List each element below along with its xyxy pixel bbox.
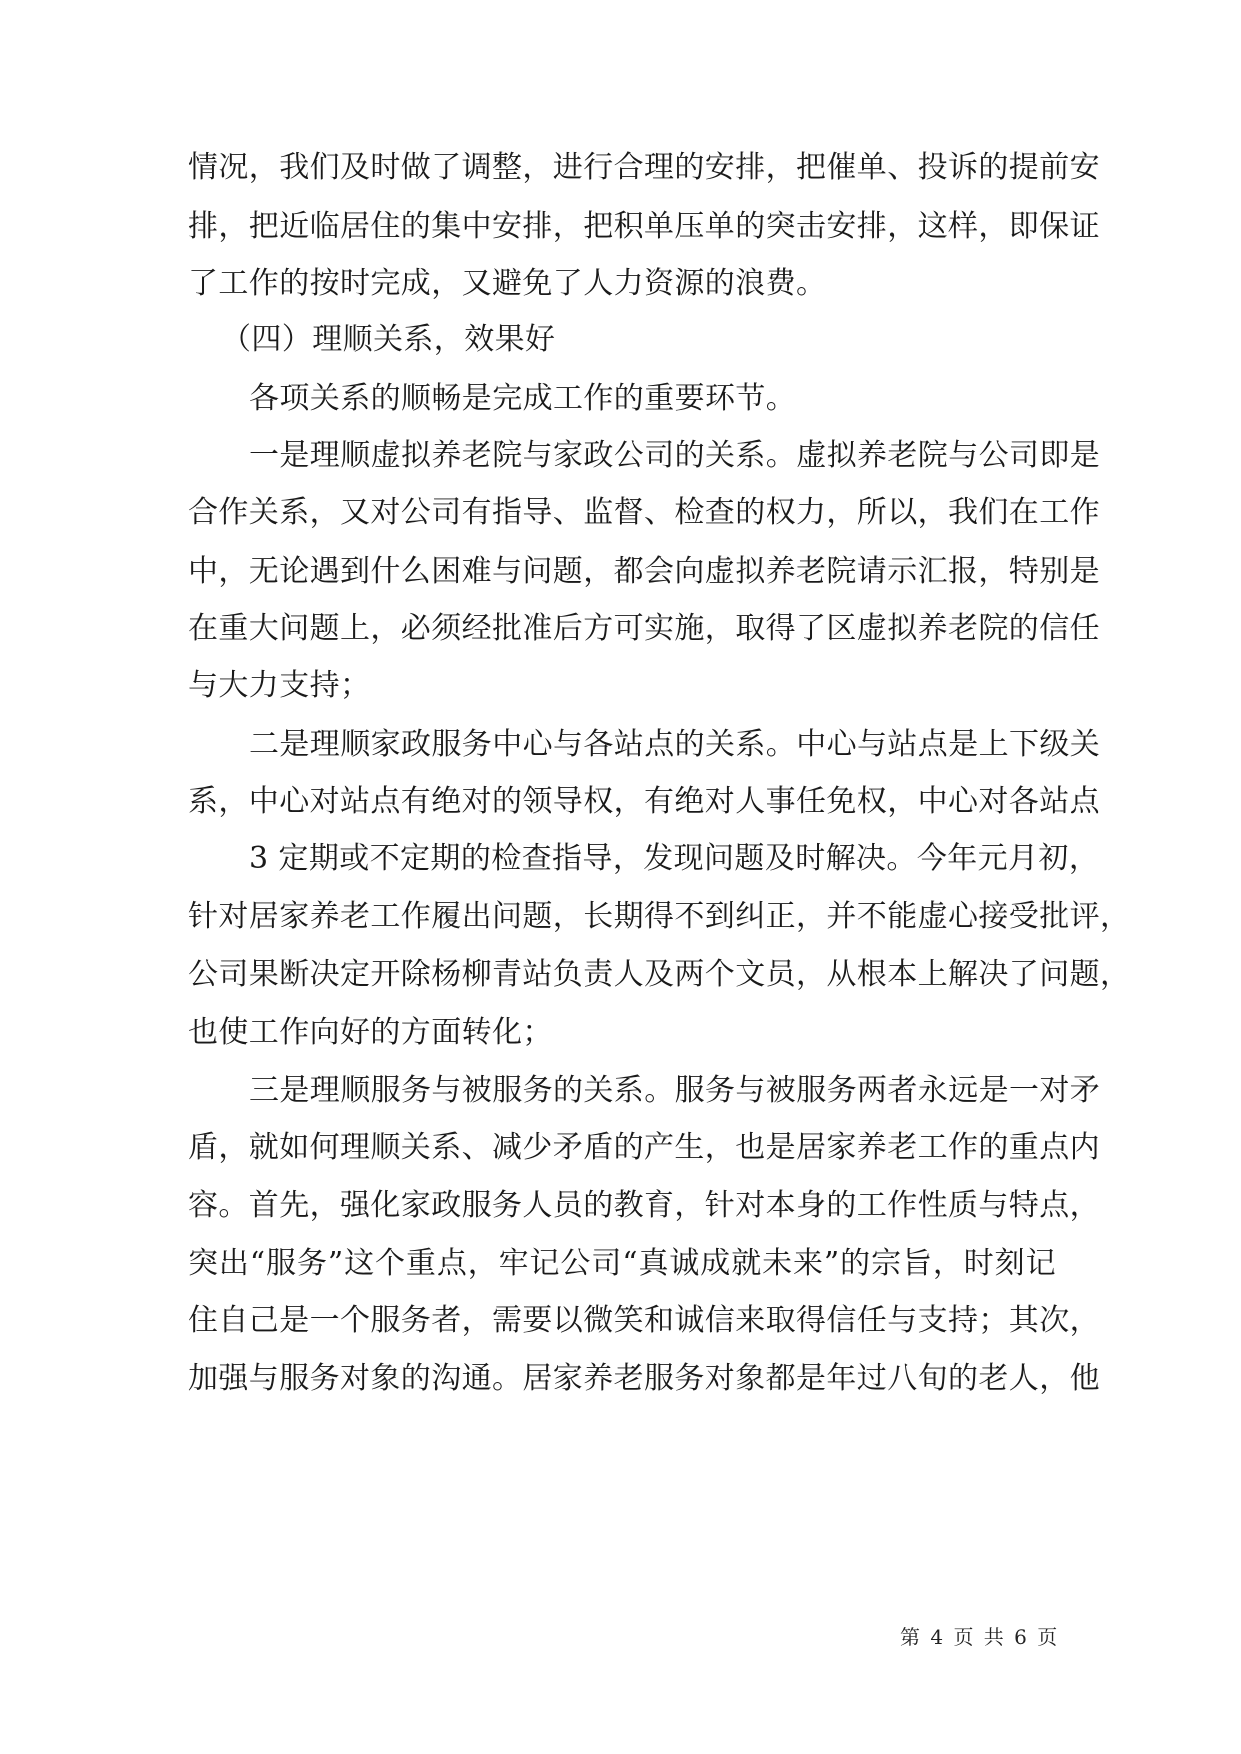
page-number-footer: 第 4 页 共 6 页: [900, 1625, 1060, 1649]
text-line: 情况，我们及时做了调整，进行合理的安排，把催单、投诉的提前安: [188, 150, 1100, 185]
text-line: 突出“服务”这个重点，牢记公司“真诚成就未来”的宗旨，时刻记: [188, 1246, 1056, 1281]
text-line: 加强与服务对象的沟通。居家养老服务对象都是年过八旬的老人，他: [188, 1361, 1100, 1396]
text-line: 合作关系，又对公司有指导、监督、检查的权力，所以，我们在工作: [188, 495, 1100, 530]
text-line: 排，把近临居住的集中安排，把积单压单的突击安排，这样，即保证: [188, 209, 1100, 244]
text-line: 针对居家养老工作履出问题，长期得不到纠正，并不能虚心接受批评，: [188, 899, 1131, 934]
text-line: 了工作的按时完成，又避免了人力资源的浪费。: [188, 266, 827, 301]
text-line: 三是理顺服务与被服务的关系。服务与被服务两者永远是一对矛: [249, 1073, 1101, 1108]
text-line: 在重大问题上，必须经批准后方可实施，取得了区虚拟养老院的信任: [188, 611, 1100, 646]
text-line: 3 定期或不定期的检查指导，发现问题及时解决。今年元月初，: [249, 841, 1100, 876]
text-line: 容。首先，强化家政服务人员的教育，针对本身的工作性质与特点，: [188, 1188, 1100, 1223]
text-line: 与大力支持；: [188, 668, 371, 703]
section-heading: （四）理顺关系，效果好: [221, 322, 556, 357]
text-line: 公司果断决定开除杨柳青站负责人及两个文员，从根本上解决了问题，: [188, 957, 1131, 992]
text-line: 也使工作向好的方面转化；: [188, 1015, 553, 1050]
text-line: 住自己是一个服务者，需要以微笑和诚信来取得信任与支持；其次，: [188, 1303, 1100, 1338]
text-line: 中，无论遇到什么困难与问题，都会向虚拟养老院请示汇报，特别是: [188, 554, 1100, 589]
text-line: 盾，就如何理顺关系、减少矛盾的产生，也是居家养老工作的重点内: [188, 1130, 1100, 1165]
text-line: 系，中心对站点有绝对的领导权，有绝对人事任免权，中心对各站点: [188, 784, 1100, 819]
text-line: 二是理顺家政服务中心与各站点的关系。中心与站点是上下级关: [249, 727, 1101, 762]
text-line: 各项关系的顺畅是完成工作的重要环节。: [249, 381, 797, 416]
text-line: 一是理顺虚拟养老院与家政公司的关系。虚拟养老院与公司即是: [249, 438, 1101, 473]
